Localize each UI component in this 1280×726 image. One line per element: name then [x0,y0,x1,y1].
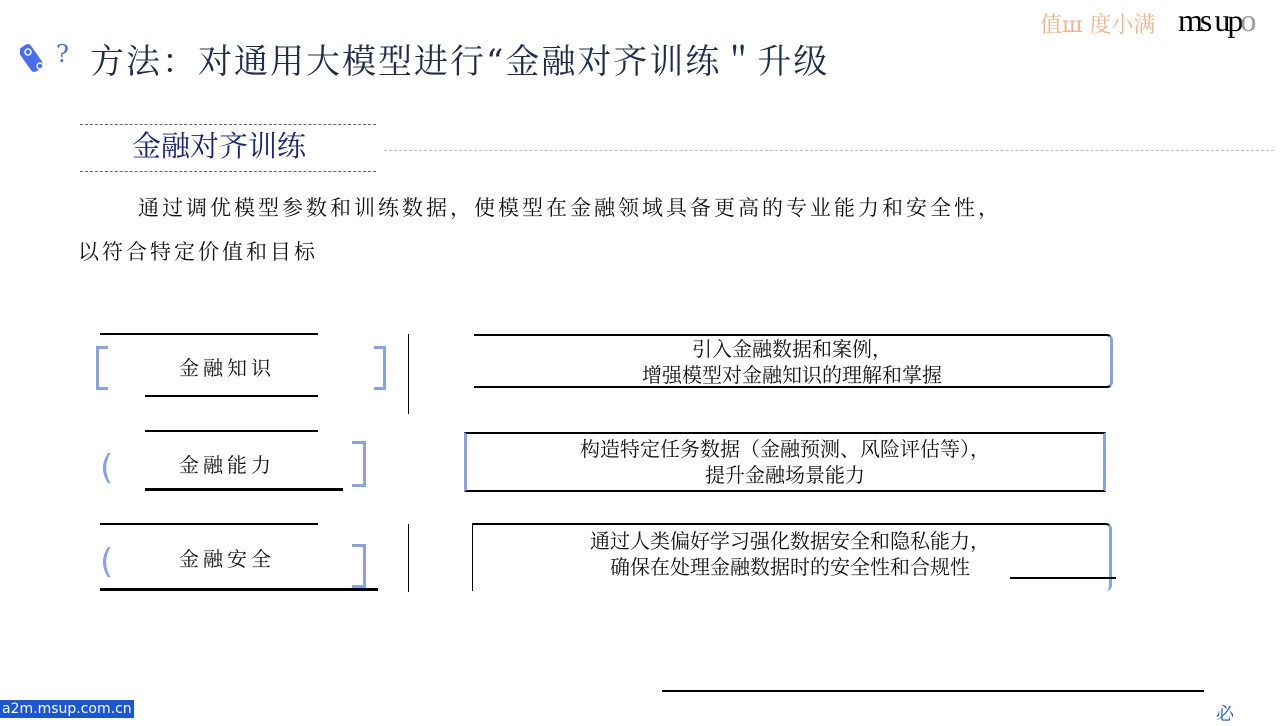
brand-logo-en [1178,2,1253,39]
row-label: 金融知识 [179,356,275,380]
footer-mark: 必 [1216,704,1234,725]
rule [100,523,318,525]
section-title: 金融对齐训练 [132,129,307,163]
brand-tail: o [1240,2,1254,38]
desc-line-1: 引入金融数据和案例， [692,337,892,361]
row-label: 金融安全 [179,547,275,571]
bracket-right [352,441,366,487]
footer-rule [662,690,1204,692]
tools-icon [20,38,76,74]
paren-left: ( [100,542,114,582]
intro-line-2: 以符合特定价值和目标 [78,240,318,264]
row-desc [472,528,1108,580]
desc-line-2: 提升金融场景能力 [705,463,865,487]
footer-url[interactable]: a2m.msup.com.cn [2,701,132,717]
page-title: 方法：对通用大模型进行“金融对齐训练＂升级 [90,42,830,82]
intro-line-1: 通过调优模型参数和训练数据，使模型在金融领域具备更高的专业能力和安全性， [138,196,1002,220]
row-label: 金融能力 [179,453,275,477]
separator [408,524,409,592]
rule [145,430,318,432]
bracket-left [96,346,108,390]
svg-text:?: ? [56,40,69,68]
desc-line-2: 增强模型对金融知识的理解和掌握 [642,363,942,387]
rule [145,488,343,491]
brand-logo-cn: 值ш 度小满 [1040,13,1156,38]
desc-line-2: 确保在处理金融数据时的安全性和合规性 [610,555,970,579]
brand-main: ms up [1178,2,1241,38]
separator [408,334,409,414]
paren-left: ( [100,448,114,488]
row-desc [464,436,1106,488]
rule [1010,577,1116,579]
rule [100,333,318,335]
bracket-right [374,346,386,390]
rule [145,395,318,397]
bracket-right [352,544,366,588]
rule [100,588,378,591]
row-desc [474,336,1110,388]
desc-line-1: 构造特定任务数据（金融预测、风险评估等）， [580,437,990,461]
divider [384,150,1274,151]
desc-line-1: 通过人类偏好学习强化数据安全和隐私能力， [590,529,990,553]
